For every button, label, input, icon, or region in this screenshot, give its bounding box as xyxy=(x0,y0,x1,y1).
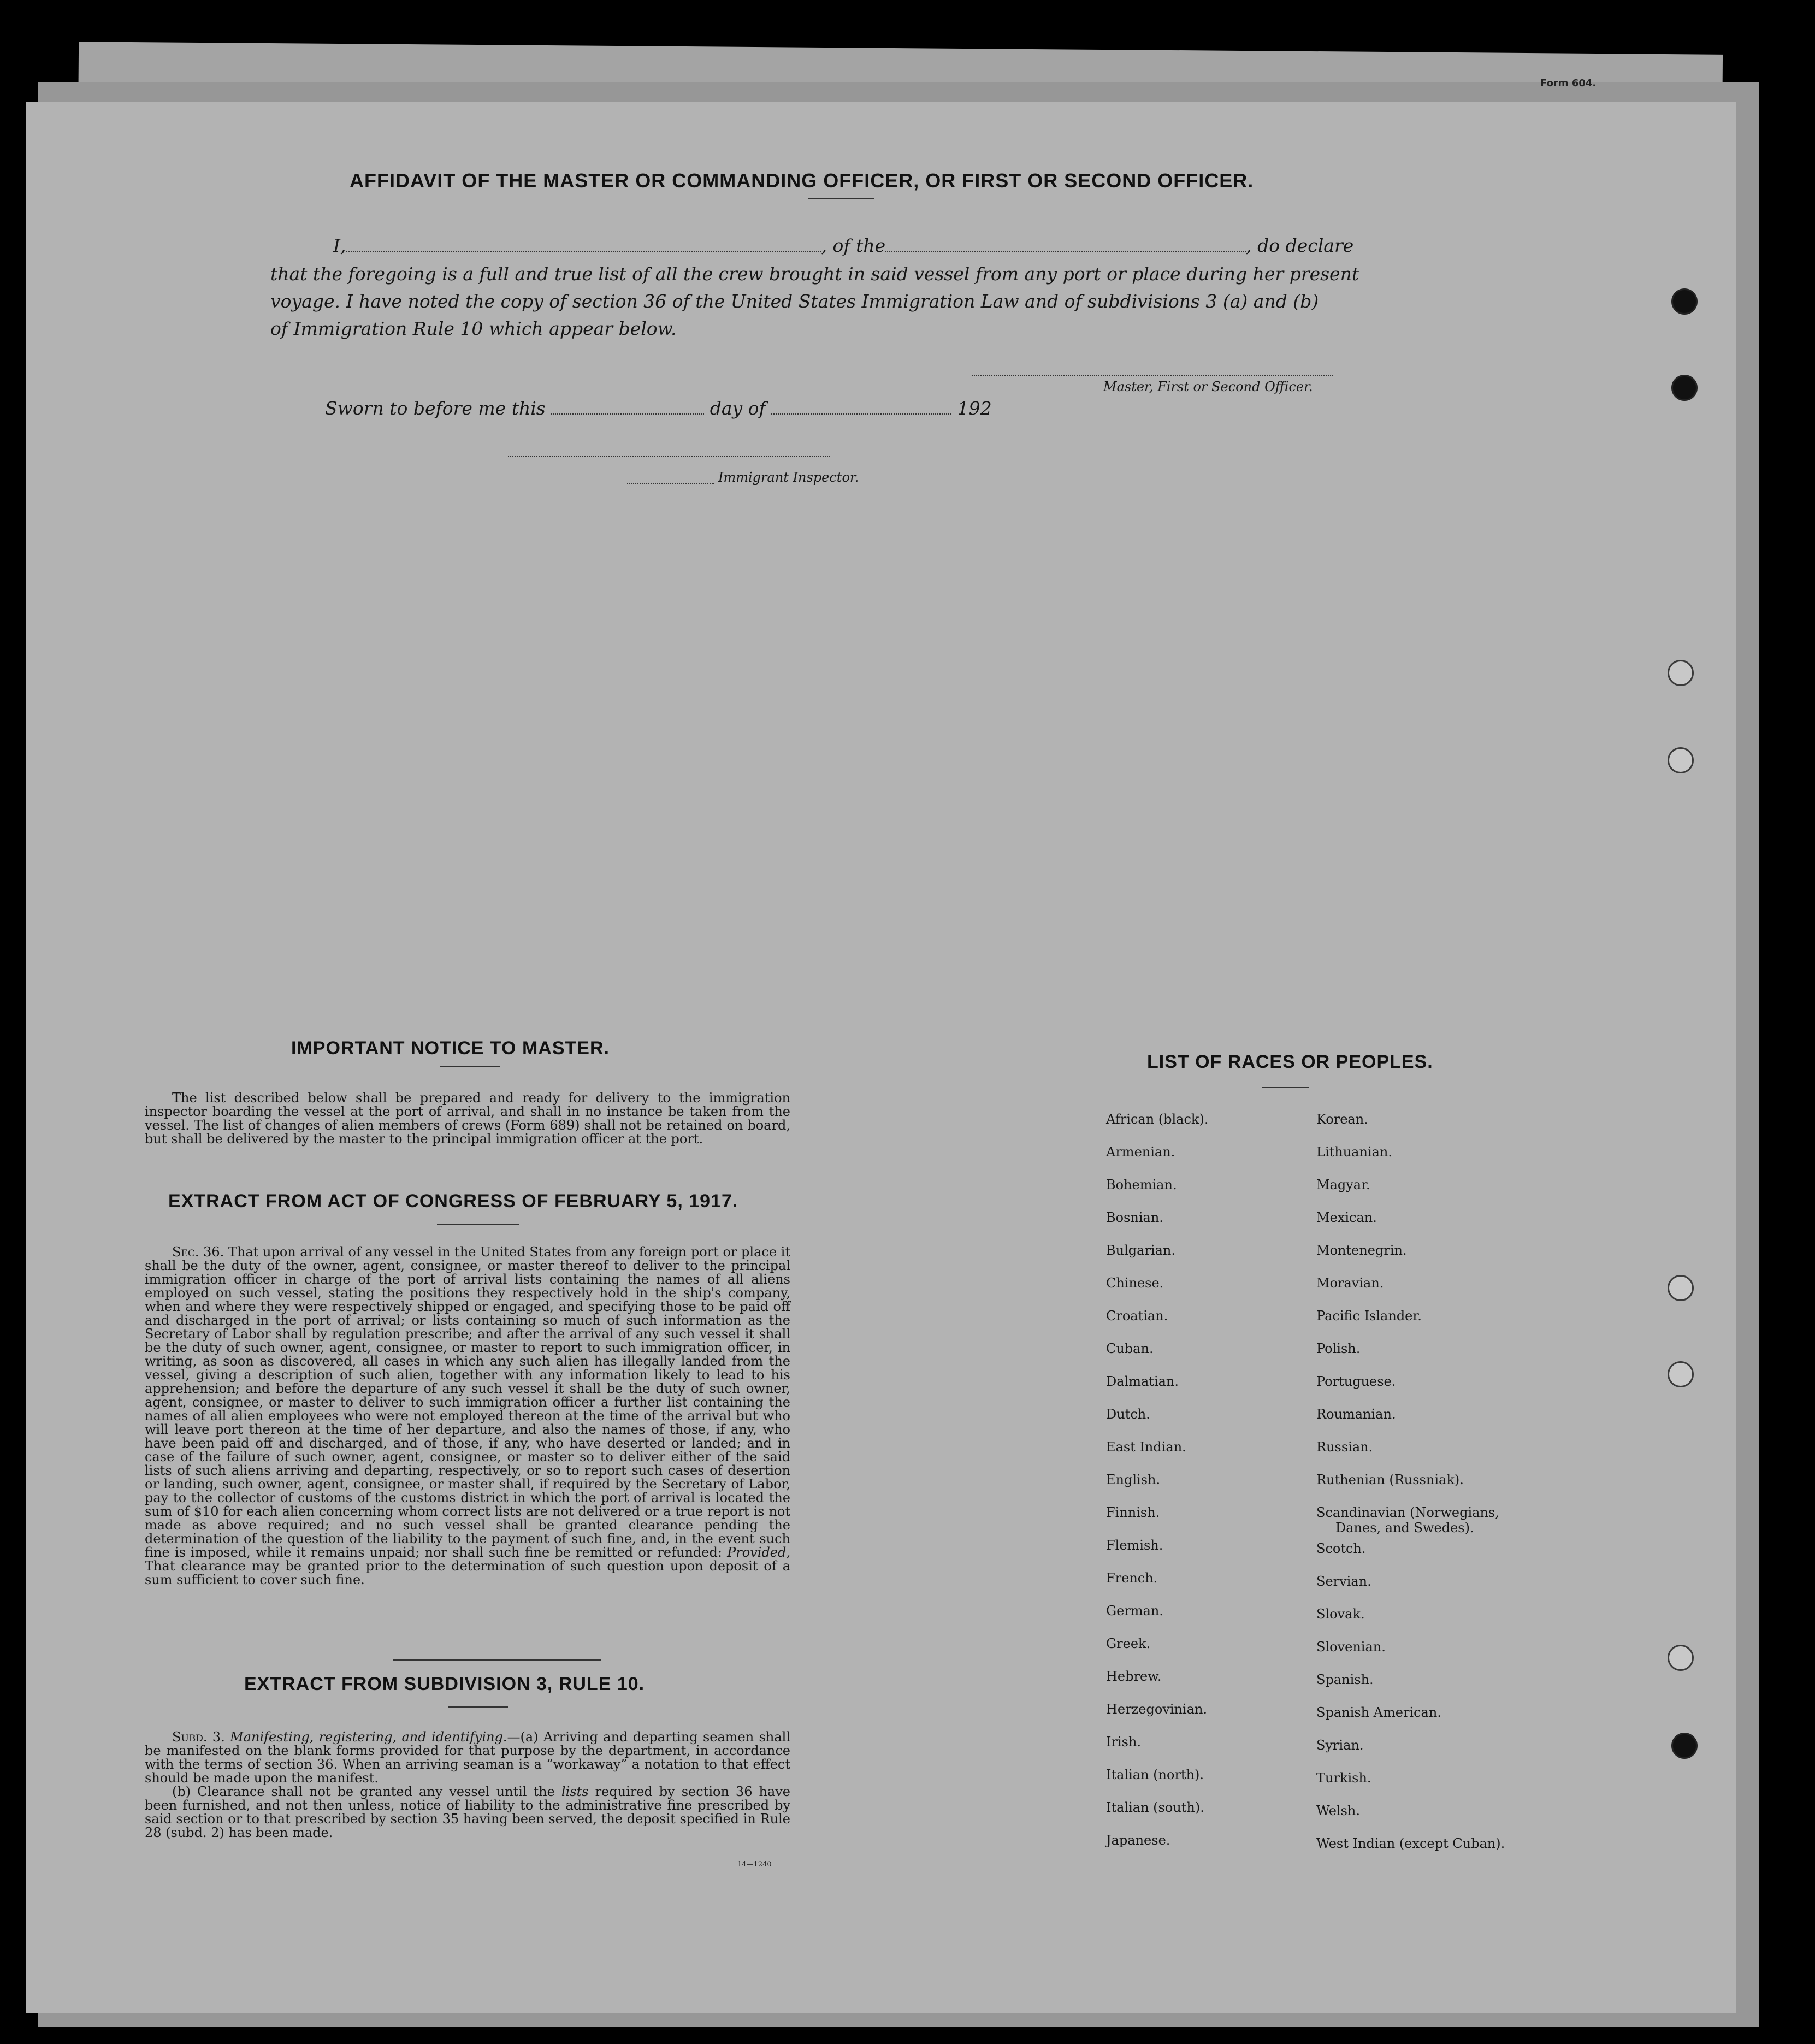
binder-hole xyxy=(1668,1645,1694,1671)
race-item: Dutch. xyxy=(1106,1407,1150,1422)
divider xyxy=(437,1224,519,1225)
race-item: Lithuanian. xyxy=(1316,1144,1393,1160)
affidavit-line-4: of Immigration Rule 10 which appear below. xyxy=(270,318,677,339)
inspector-label: Immigrant Inspector. xyxy=(718,470,859,485)
rule-extract-title: EXTRACT FROM SUBDIVISION 3, RULE 10. xyxy=(244,1674,645,1694)
race-item: Pacific Islander. xyxy=(1316,1308,1422,1324)
race-item: Montenegrin. xyxy=(1316,1243,1407,1258)
race-item: Polish. xyxy=(1316,1341,1361,1356)
race-item: Cuban. xyxy=(1106,1341,1154,1356)
race-item: East Indian. xyxy=(1106,1439,1186,1455)
name-blank[interactable] xyxy=(346,251,821,252)
print-number: 14—1240 xyxy=(737,1860,772,1869)
binder-hole xyxy=(1668,1361,1694,1387)
binder-hole xyxy=(1668,660,1694,686)
race-item: Portuguese. xyxy=(1316,1374,1396,1389)
race-item: Russian. xyxy=(1316,1439,1373,1455)
race-item: Hebrew. xyxy=(1106,1669,1162,1684)
form-number: Form 604. xyxy=(1540,78,1597,89)
dotted-rule xyxy=(627,483,714,484)
race-item: Italian (south). xyxy=(1106,1800,1204,1815)
race-item: Syrian. xyxy=(1316,1738,1364,1753)
vessel-blank[interactable] xyxy=(885,251,1246,252)
divider xyxy=(440,1066,500,1067)
binder-hole xyxy=(1671,288,1698,315)
race-item: Chinese. xyxy=(1106,1275,1164,1291)
race-item: Moravian. xyxy=(1316,1275,1384,1291)
race-item: Italian (north). xyxy=(1106,1767,1204,1782)
signature-line[interactable] xyxy=(972,375,1333,376)
race-item: Slovak. xyxy=(1316,1606,1365,1622)
race-item: Mexican. xyxy=(1316,1210,1377,1225)
act-extract-title: EXTRACT FROM ACT OF CONGRESS OF FEBRUARY 5, 1917. xyxy=(168,1191,738,1212)
race-item: Scandinavian (Norwegians, xyxy=(1316,1505,1499,1520)
race-item: Finnish. xyxy=(1106,1505,1160,1520)
affidavit-line-2: that the foregoing is a full and true list of all the crew brought in said vessel from any port or place during her present xyxy=(270,263,1359,285)
affidavit-title: AFFIDAVIT OF THE MASTER OR COMMANDING OFFICER, OR FIRST OR SECOND OFFICER. xyxy=(350,169,1254,192)
divider xyxy=(393,1659,601,1661)
notice-title: IMPORTANT NOTICE TO MASTER. xyxy=(291,1038,610,1059)
month-blank[interactable] xyxy=(771,413,951,415)
race-item: Welsh. xyxy=(1316,1803,1360,1818)
race-item: Roumanian. xyxy=(1316,1407,1396,1422)
race-item: Turkish. xyxy=(1316,1770,1371,1786)
race-item: Ruthenian (Russniak). xyxy=(1316,1472,1464,1487)
affidavit-line-1: I, , of the , do declare xyxy=(333,235,1354,256)
race-item: Servian. xyxy=(1316,1574,1371,1589)
race-item: Slovenian. xyxy=(1316,1639,1386,1655)
race-item: English. xyxy=(1106,1472,1161,1487)
race-item: Armenian. xyxy=(1106,1144,1175,1160)
divider xyxy=(808,198,874,199)
act-extract-text: Sec. 36. That upon arrival of any vessel in the United States from any foreign port or place it shall be the duty of the owner, agent, consignee, or master thereof to deliver to the principal immigration officer in charge of the port of arrival lists containing the names of all aliens employed on such vessel, stating the positions they respectively hold in the ship's company, when and where they were respectively shipped or engaged, and specifying those to be paid off and discharged in the port of arrival; or lists containing so much of such information as the Secretary of Labor shall by regulation prescribe; and after the arrival of any such vessel it shall be the duty of such owner, agent, consignee, or master to report to such immigration officer, in writing, as soon as discovered, all cases in which any such alien has illegally landed from the vessel, giving a description of such alien, together with any information likely to lead to his apprehension; and before the departure of any such vessel it shall be the duty of such owner, agent, consignee, or master to deliver to such immigration officer a further list containing the names of all alien employees who were not employed thereon at the time of the arrival but who will leave port thereon at the time of her departure, and also the names of those, if any, who have been paid off and discharged, and of those, if any, who have deserted or landed; and in case of the failure of such owner, agent, consignee, or master so to deliver either of the said lists of such aliens arriving and departing, respectively, or so to report such cases of desertion or landing, such owner, agent, consignee, or master shall, if required by the Secretary of Labor, pay to the collector of customs of the customs district in which the port of arrival is located the sum of $10 for each alien concerning whom correct lists are not delivered or a true report is not made as above required; and no such vessel shall be granted clearance pending the determination of the question of the liability to the payment of such fine, and, in the event such fine is imposed, while it remains unpaid; nor shall such fine be remitted or refunded: Provided, That clearance may be granted prior to the determination of such question upon deposit of a sum sufficient to cover such fine. xyxy=(145,1244,791,1587)
race-item: French. xyxy=(1106,1570,1158,1586)
race-item: Danes, and Swedes). xyxy=(1335,1520,1474,1535)
race-item: Bohemian. xyxy=(1106,1177,1177,1192)
divider xyxy=(448,1706,508,1708)
race-item: Japanese. xyxy=(1106,1833,1170,1848)
race-item: Scotch. xyxy=(1316,1541,1366,1556)
document-page xyxy=(26,102,1736,2013)
binder-hole xyxy=(1671,1733,1698,1759)
rule-extract-text: Subd. 3. Manifesting, registering, and identifying.—(a) Arriving and departing seamen shall be manifested on the blank forms provided for that purpose by the department, in accordance with the terms of section 36. When an arriving seaman is a “workaway” a notation to that effect should be made upon the manifest. (b) Clearance shall not be granted any vessel until the lists required by section 36 have been furnished, and not then unless, notice of liability to the administrative fine prescribed by said section or to that prescribed by section 35 having been served, the deposit specified in Rule 28 (subd. 2) has been made. xyxy=(145,1729,791,1840)
race-item: Flemish. xyxy=(1106,1538,1163,1553)
race-item: Irish. xyxy=(1106,1734,1142,1750)
race-item: Korean. xyxy=(1316,1112,1368,1127)
binder-hole xyxy=(1668,747,1694,773)
race-item: Greek. xyxy=(1106,1636,1151,1651)
race-item: Croatian. xyxy=(1106,1308,1168,1324)
signer-label: Master, First or Second Officer. xyxy=(1103,379,1313,394)
binder-hole xyxy=(1671,375,1698,401)
race-item: Magyar. xyxy=(1316,1177,1370,1192)
inspector-signature-line[interactable] xyxy=(508,456,830,457)
race-item: German. xyxy=(1106,1603,1163,1618)
affidavit-line-3: voyage. I have noted the copy of section 36 of the United States Immigration Law and of subdivisions 3 (a) and (b) xyxy=(270,291,1319,312)
race-item: Spanish American. xyxy=(1316,1705,1441,1720)
divider xyxy=(1262,1087,1309,1088)
sworn-line: Sworn to before me this day of 192 xyxy=(325,398,992,419)
race-item: Bulgarian. xyxy=(1106,1243,1175,1258)
race-item: Herzegovinian. xyxy=(1106,1702,1208,1717)
notice-text: The list described below shall be prepared and ready for delivery to the immigration inspector boarding the vessel at the port of arrival, and shall in no instance be taken from the vessel. The list of changes of alien members of crews (Form 689) shall not be retained on board, but shall be delivered by the master to the principal immigration officer at the port. xyxy=(145,1090,790,1147)
race-item: Spanish. xyxy=(1316,1672,1374,1687)
races-title: LIST OF RACES OR PEOPLES. xyxy=(1147,1051,1433,1072)
binder-hole xyxy=(1668,1275,1694,1301)
day-blank[interactable] xyxy=(551,413,704,415)
race-item: Bosnian. xyxy=(1106,1210,1163,1225)
race-item: Dalmatian. xyxy=(1106,1374,1179,1389)
race-item: West Indian (except Cuban). xyxy=(1316,1836,1505,1851)
race-item: African (black). xyxy=(1106,1112,1209,1127)
